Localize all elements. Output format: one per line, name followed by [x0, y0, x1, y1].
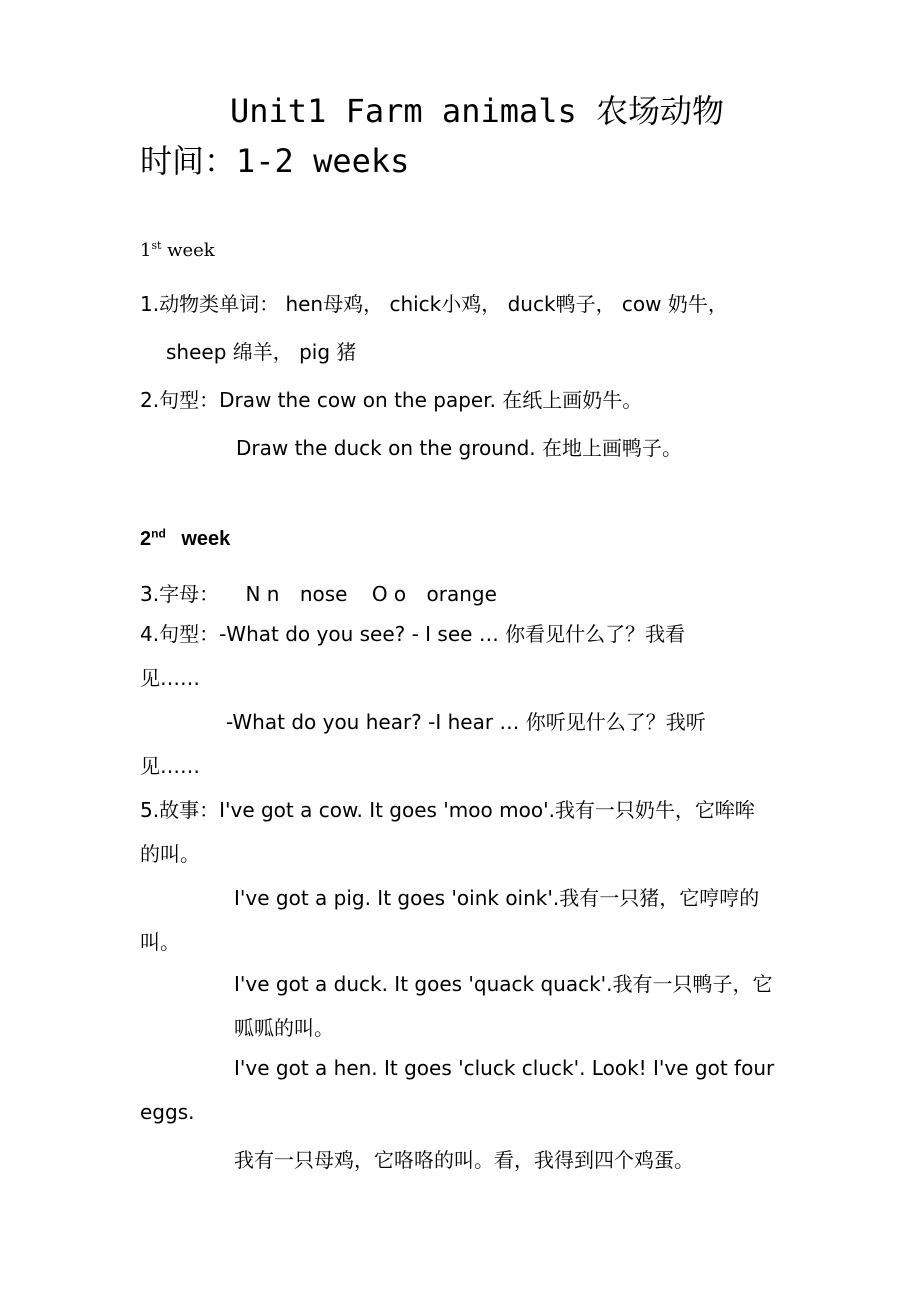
sentence-line-2: Draw the duck on the ground. 在地上画鸭子。: [236, 436, 683, 460]
page-title: Unit1 Farm animals 农场动物: [230, 92, 725, 130]
week2-label: week: [181, 528, 231, 550]
pattern-see-line-2: 见……: [140, 666, 200, 690]
story-hen-line-3: 我有一只母鸡，它咯咯的叫。看，我得到四个鸡蛋。: [234, 1148, 694, 1172]
week1-label: week: [167, 240, 215, 261]
story-pig-line-2: 叫。: [140, 930, 180, 954]
story-duck-line-1: I've got a duck. It goes 'quack quack'.我有一只鸭子，它: [234, 972, 773, 996]
pattern-hear-line-2: 见……: [140, 754, 200, 778]
letter-o: O o: [371, 582, 407, 606]
word-orange: orange: [426, 582, 497, 606]
letter-n: N n: [245, 582, 280, 606]
week2-number: 2: [140, 528, 152, 550]
story-pig-line-1: I've got a pig. It goes 'oink oink'.我有一只猪，它哼哼的: [234, 886, 760, 910]
week2-suffix: nd: [151, 526, 166, 541]
time-line: 时间：1-2 weeks: [140, 142, 410, 180]
word-nose: nose: [299, 582, 348, 606]
story-duck-line-2: 呱呱的叫。: [234, 1016, 334, 1040]
sentence-line-1: 2.句型：Draw the cow on the paper. 在纸上画奶牛。: [140, 388, 643, 412]
story-hen-line-2: eggs.: [140, 1100, 195, 1124]
week1-suffix: st: [151, 239, 162, 252]
week1-heading: [140, 240, 215, 261]
week2-heading: [140, 528, 230, 551]
story-cow-line-2: 的叫。: [140, 842, 200, 866]
vocab-line-2: sheep 绵羊， pig 猪: [166, 340, 357, 364]
story-hen-line-1: I've got a hen. It goes 'cluck cluck'. Look! I've got four: [234, 1056, 775, 1080]
letters-line: [140, 578, 497, 607]
pattern-see-line-1: 4.句型：-What do you see? - I see … 你看见什么了？我看: [140, 622, 686, 646]
pattern-hear-line-1: -What do you hear? -I hear … 你听见什么了？我听: [226, 710, 706, 734]
week1-number: 1: [140, 240, 152, 261]
story-cow-line-1: 5.故事：I've got a cow. It goes 'moo moo'.我有一只奶牛，它哞哞: [140, 798, 755, 822]
letters-label: 3.字母：: [140, 582, 220, 606]
vocab-line-1: 1.动物类单词： hen母鸡， chick小鸡， duck鸭子， cow 奶牛，: [140, 292, 728, 316]
